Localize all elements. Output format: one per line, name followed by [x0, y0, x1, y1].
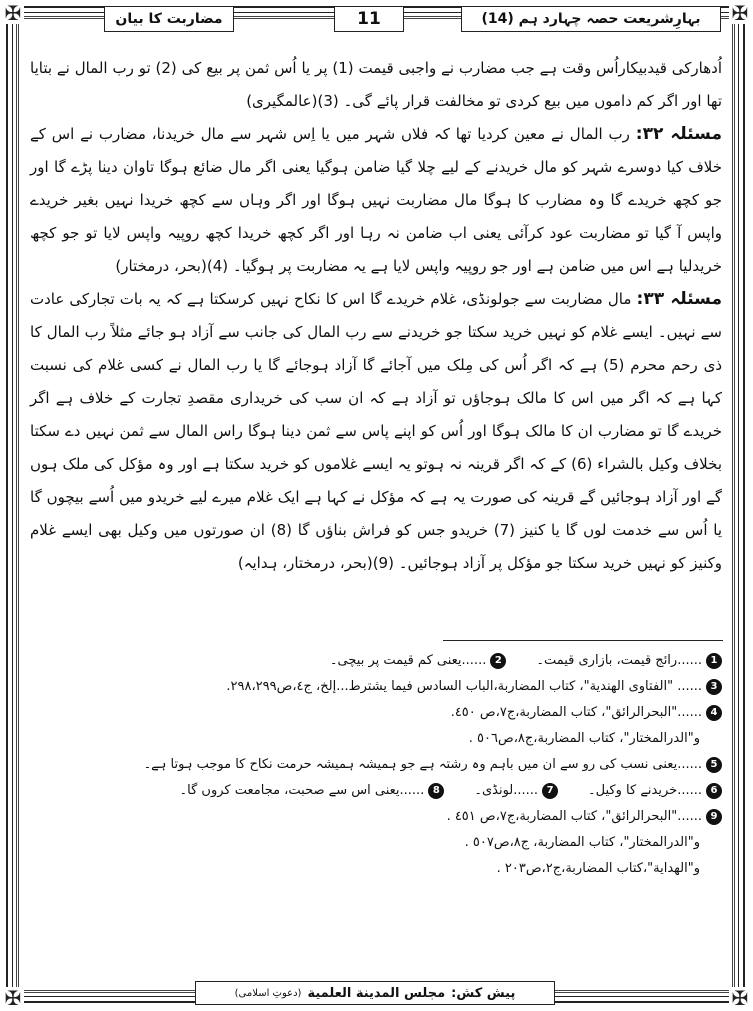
footnote — [30, 804, 722, 830]
masala-heading: مسئلہ ۳۳: — [636, 289, 722, 309]
footnote — [30, 700, 722, 726]
footnote-number: 1 — [706, 653, 722, 669]
footnote-number: 4 — [706, 705, 722, 721]
corner-ornament-icon: ✠ — [2, 2, 24, 24]
footnotes — [30, 648, 722, 882]
footnote-number: 5 — [706, 757, 722, 773]
footnote-continuation: و"الهدایة"،کتاب المضاربة،ج٢،ص٢٠٣ . — [496, 861, 700, 876]
footnote-number: 6 — [706, 783, 722, 799]
book-title: بہارِشریعت حصہ چہارد ہم (14) — [461, 6, 721, 32]
footnote-number: 7 — [542, 783, 558, 799]
corner-ornament-icon: ✠ — [729, 987, 751, 1009]
footnote-text: ......"البحرالرائق"، کتاب المضاربة،ج٧،ص ٤٥٠. — [450, 705, 702, 720]
page-header — [104, 6, 731, 32]
footnote-text: ...... "الفتاوی الهندیة"، کتاب المضاربة،الباب السادس فیما یشترط...إلخ، ج٤،ص٢٩٨،٢٩٩. — [226, 679, 702, 694]
footnote — [474, 778, 558, 804]
footnote-number: 9 — [706, 809, 722, 825]
footnote-text: ......یعنی نسب کی رو سے ان میں باہم وہ رشتہ ہے جو ہمیشہ ہمیشہ حرمت نکاح کا موجب ہوتا ہے۔ — [143, 757, 702, 772]
page-number: 11 — [334, 6, 404, 32]
paragraph-text: رب المال نے معین کردیا تھا کہ فلاں شہر میں یا اِس شہر سے مال خریدنا، مضارب نے اس کے خلاف کیا دوسرے شہر کو مال خریدنے کے لیے چلا گیا ضامن ہوگیا یعنی اگر مال ضائع ہوگا تاوان دینا پڑے گا اور جو کچھ خریدے گا وہ مضارب کا ہوگا مال مضاربت نہیں ہوگا اور اگر وہاں سے کچھ خریدا نہیں بغیر خریدے واپس آ گیا تو مضاربت عود کرآئی یعنی اب ضامن نہ رہا اور اگر کچھ خریدا کچھ روپیہ واپس لایا تو جو کچھ خریدلیا ہے اس میں ضامن ہے اور جو روپیہ واپس لایا ہے یہ مضاربت پر ہوگیا۔ (4)(بحر، درمختار) — [30, 125, 722, 275]
footnote-text: ......لونڈی۔ — [474, 783, 539, 798]
main-text — [30, 52, 722, 580]
footnote-text: ......یعنی کم قیمت پر بیچی۔ — [329, 653, 487, 668]
footnote-text: ......یعنی اس سے صحبت، مجامعت کروں گا۔ — [179, 783, 425, 798]
paragraph — [30, 283, 722, 580]
paragraph — [30, 118, 722, 283]
corner-ornament-icon: ✠ — [2, 987, 24, 1009]
footnote — [180, 778, 445, 804]
footnote — [536, 648, 722, 674]
footnote-number: 2 — [490, 653, 506, 669]
masala-heading: مسئلہ ۳۲: — [635, 124, 722, 144]
footnote-text: ......رائج قیمت، بازاری قیمت۔ — [536, 653, 702, 668]
footnote-separator — [443, 640, 723, 641]
chapter-title: مضاربت کا بیان — [104, 6, 234, 32]
footnote — [330, 648, 506, 674]
corner-ornament-icon: ✠ — [729, 2, 751, 24]
footnote-number: 3 — [706, 679, 722, 695]
publisher-name: مجلس المدینة العلمیة — [307, 985, 446, 1001]
footnote — [30, 752, 722, 778]
paragraph — [30, 52, 722, 118]
footnote-text: ......"البحرالرائق"، کتاب المضاربة،ج٧،ص ٤٥١ . — [446, 809, 702, 824]
footnote-text: ......خریدنے کا وکیل۔ — [588, 783, 702, 798]
footnote-continuation: و"الدرالمختار"، کتاب المضاربة،ج٨،ص٥٠٦ . — [468, 731, 700, 746]
footnote — [588, 778, 722, 804]
presented-by-label: پیش کش: — [451, 985, 516, 1001]
footnote-row — [30, 648, 722, 674]
footnote-row — [30, 778, 722, 804]
paragraph-text: مال مضاربت سے جولونڈی، غلام خریدے گا اس کا نکاح نہیں کرسکتا ہے کہ یہ بات تجارکی عادت سے نہیں۔ ایسے غلام کو نہیں خرید سکتا جو خریدنے سے رب المال کی جانب سے آزاد ہو جائے مثلاً رب المال کا ذی رحم محرم (5) ہے کہ اگر اُس کی مِلک میں آجائے گا آزاد ہوجائے گا یا رب المال نے کسی غلام کی نسبت کہا ہے کہ اگر میں اس کا مالک ہوجاؤں تو آزاد ہے کہ ان سب کی خریداری مقصدِ تجارت کے خلاف ہے اگر خریدے گا تو مضارب ان کا مالک ہوگا اور اُس کو اپنے پاس سے ثمن دینا ہوگا راس المال سے ثمن نہیں دے سکتا بخلاف وکیل بالشراء (6) کے کہ اگر قرینہ نہ ہوتو یہ ایسے غلاموں کو خرید سکتا ہے اور وہ مؤکل کی ملک ہوں گے اور آزاد ہوجائیں گے قرینہ کی صورت یہ ہے کہ مؤکل نے کہا ہے ایک غلام میرے لیے خریدو میں اُسے بیچوں گا یا اُس سے خدمت لوں گا یا کنیز (7) خریدو جس کو فراش بناؤں گا (8) ان صورتوں میں وکیل بھی ایسے غلام وکنیز کو نہیں خرید سکتا جو مؤکل پر آزاد ہوجائیں۔ (9)(بحر، درمختار، ہدایہ) — [30, 290, 723, 572]
footnote — [30, 674, 722, 700]
organization-name: (دعوتِ اسلامی) — [234, 987, 302, 999]
page-footer — [195, 981, 555, 1005]
footnote-continuation: و"الدرالمختار"، کتاب المضاربة، ج٨،ص٥٠٧ . — [464, 835, 700, 850]
footnote-number: 8 — [428, 783, 444, 799]
paragraph-text: اُدھارکی قیدبیکاراُس وقت ہے جب مضارب نے واجبی قیمت (1) پر یا اُس ثمن پر بیع کی (2) تو رب المال نے بتایا تھا اور اگر کم داموں میں بیع کردی تو مخالفت قرار پائے گی۔ (3)(عالمگیری) — [30, 59, 722, 110]
